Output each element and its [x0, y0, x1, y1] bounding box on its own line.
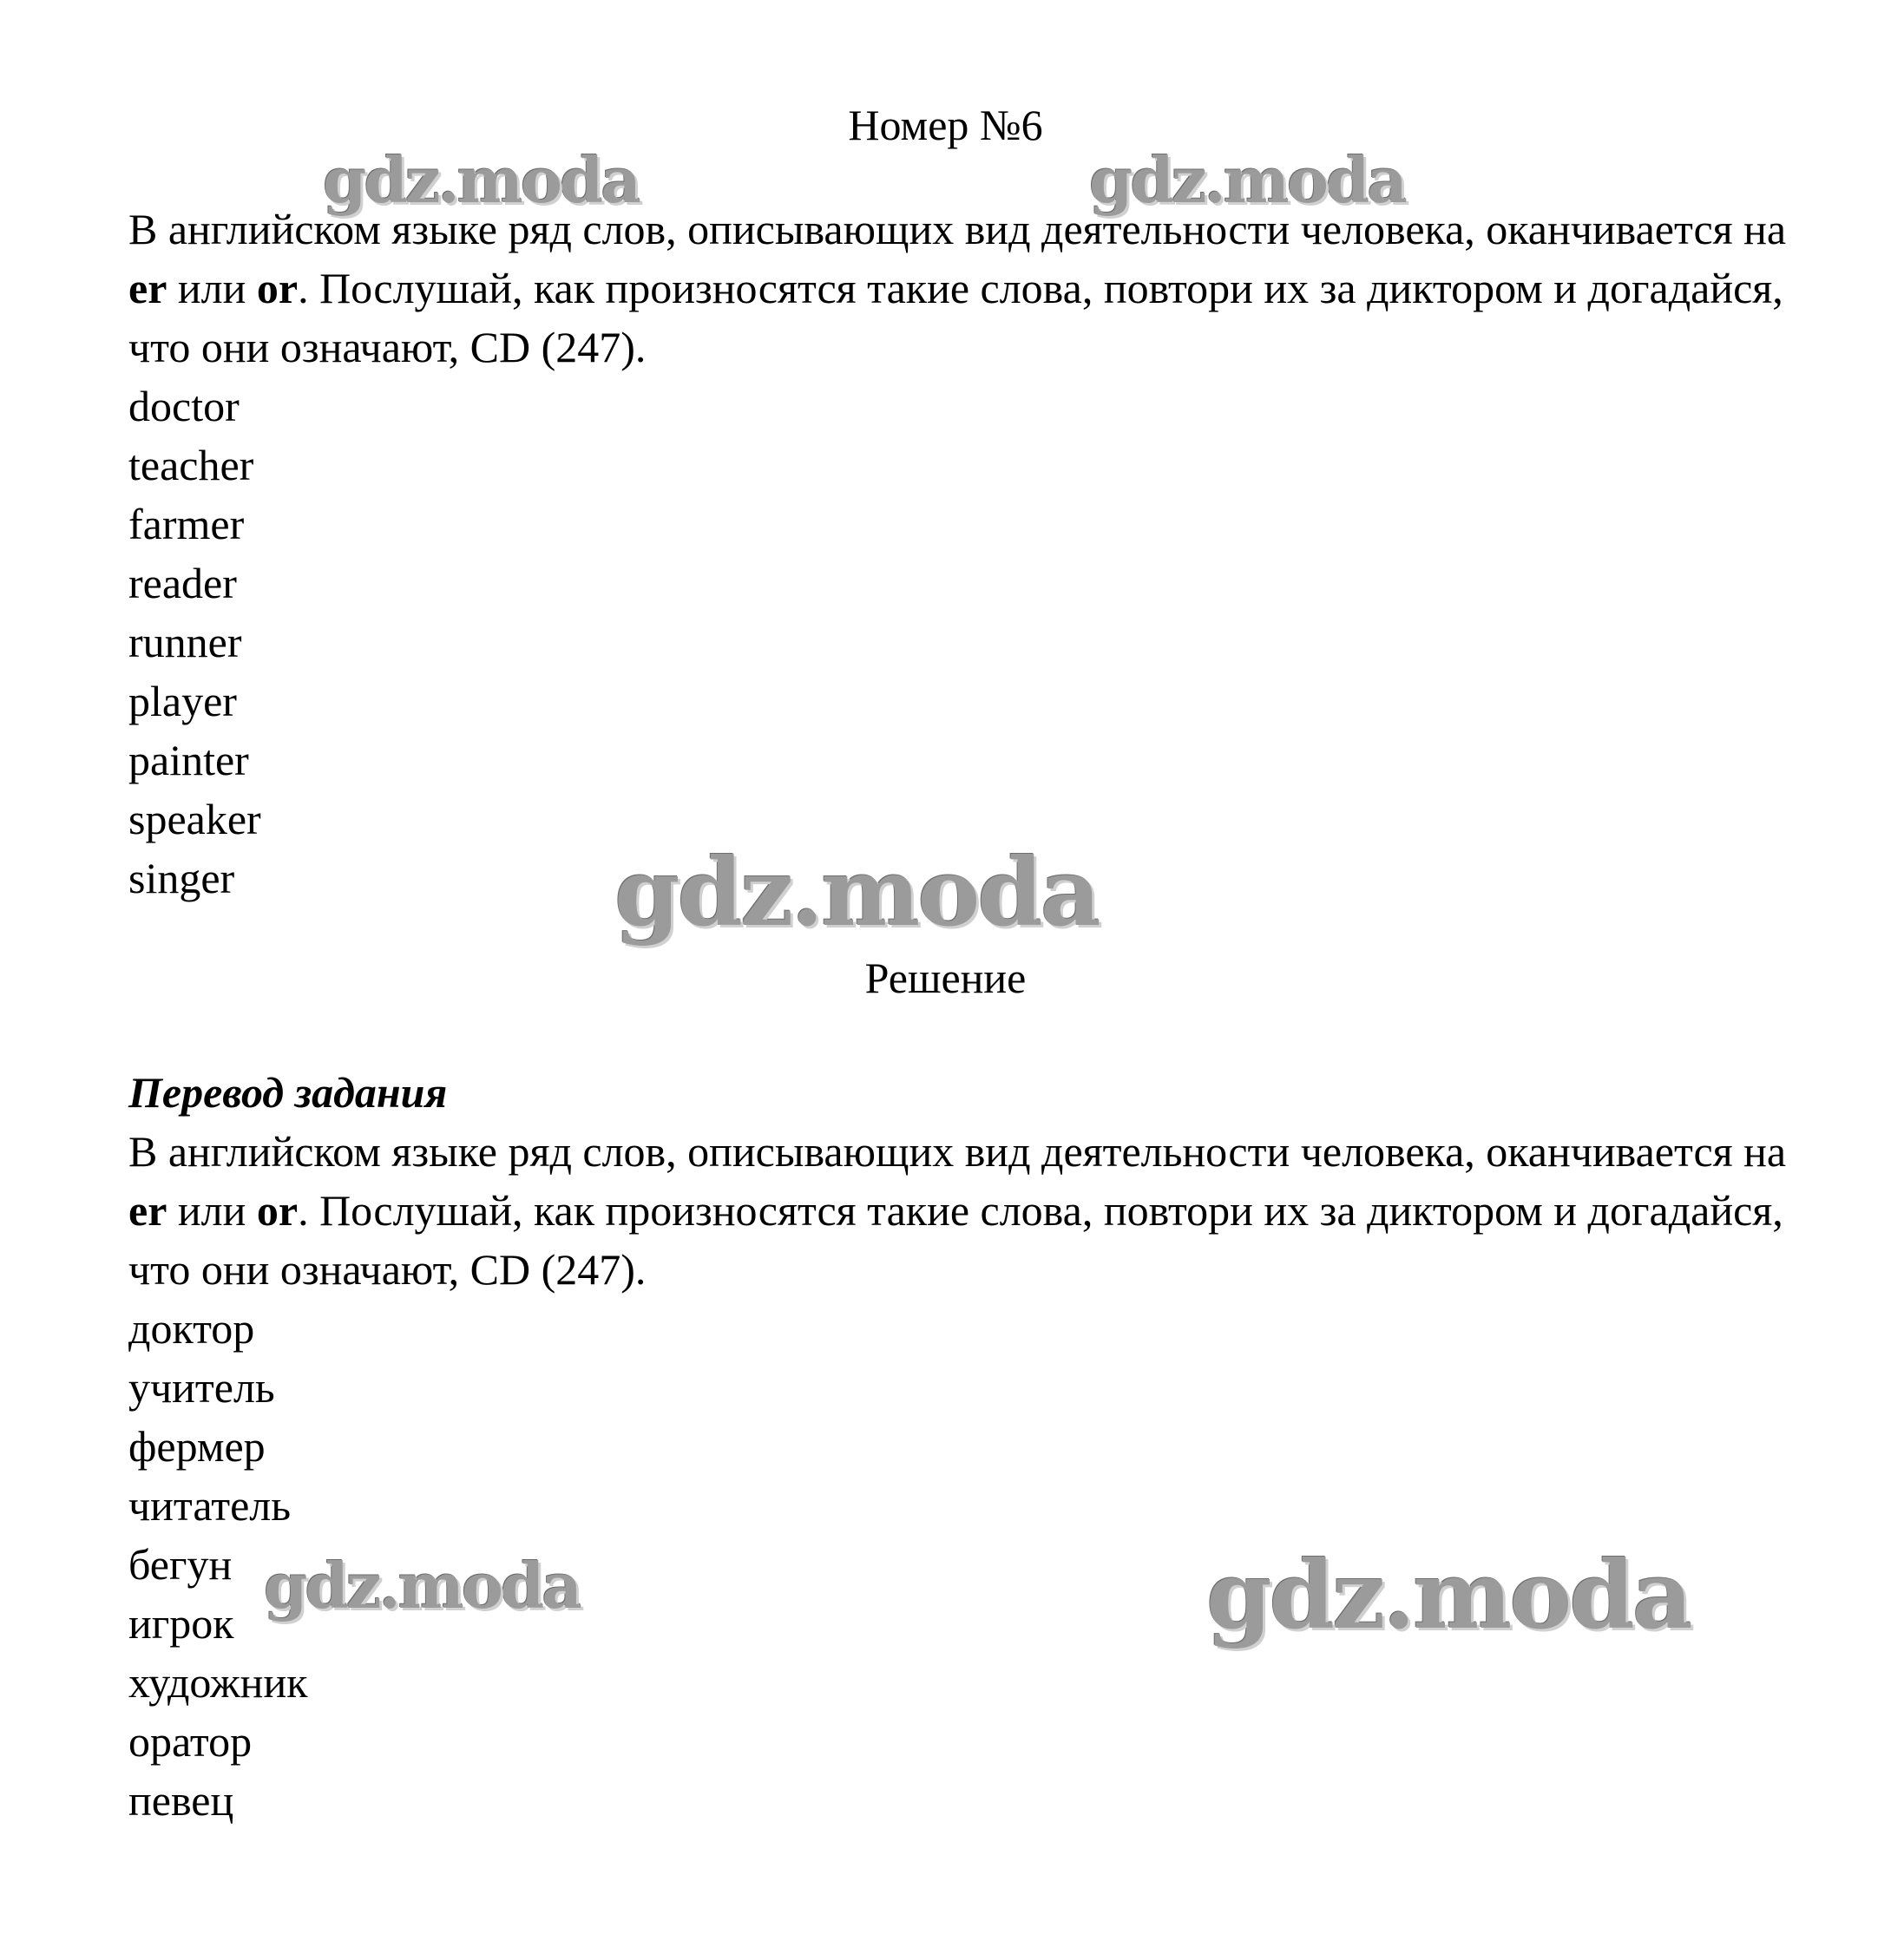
instruction-bold-or: or [256, 264, 299, 312]
list-item: художник [128, 1658, 308, 1707]
solution-heading: Решение [864, 954, 1027, 1002]
list-item: painter [128, 736, 249, 784]
list-item: speaker [128, 795, 261, 843]
translation-bold-er: er [128, 1186, 167, 1235]
translation-text-2: или [167, 1186, 257, 1235]
list-item: певец [128, 1776, 234, 1825]
watermark-logo: gdz.moda [1206, 1541, 1691, 1650]
list-item: runner [128, 618, 242, 666]
list-item: оратор [128, 1717, 253, 1766]
list-item: доктор [128, 1304, 255, 1353]
watermark-logo: gdz.moda [614, 838, 1099, 947]
task-title: Номер №6 [848, 101, 1043, 149]
translation-bold-or: or [256, 1186, 299, 1235]
list-item: reader [128, 559, 237, 607]
list-item: фермер [128, 1422, 266, 1471]
list-item: читатель [128, 1481, 292, 1530]
list-item: учитель [128, 1363, 275, 1412]
translation-instruction [128, 1122, 1821, 1299]
watermark-logo: gdz.moda [1089, 143, 1405, 217]
translation-text-1: В английском языке ряд слов, описывающих вид деятельности человека, оканчивается на [128, 1127, 1787, 1176]
english-word-list [128, 377, 261, 908]
instruction-text-3: . Послушай, как произносятся такие слова, повтори их за диктором и догадайся, что они означают, CD (247). [128, 264, 1783, 371]
list-item: бегун [128, 1540, 233, 1589]
translation-heading: Перевод задания [128, 1068, 448, 1117]
watermark-logo: gdz.moda [323, 143, 639, 217]
instruction-text-1: В английском языке ряд слов, описывающих вид деятельности человека, оканчивается на [128, 205, 1787, 253]
translation-text-3: . Послушай, как произносятся такие слова, повтори их за диктором и догадайся, что они означают, CD (247). [128, 1186, 1783, 1294]
watermark-logo: gdz.moda [264, 1549, 580, 1622]
list-item: doctor [128, 382, 240, 430]
list-item: игрок [128, 1599, 234, 1648]
list-item: teacher [128, 441, 254, 489]
list-item: singer [128, 854, 235, 902]
list-item: farmer [128, 500, 245, 548]
instruction-text-2: или [167, 264, 257, 312]
task-instruction [128, 200, 1821, 377]
instruction-bold-er: er [128, 264, 167, 312]
list-item: player [128, 677, 237, 725]
